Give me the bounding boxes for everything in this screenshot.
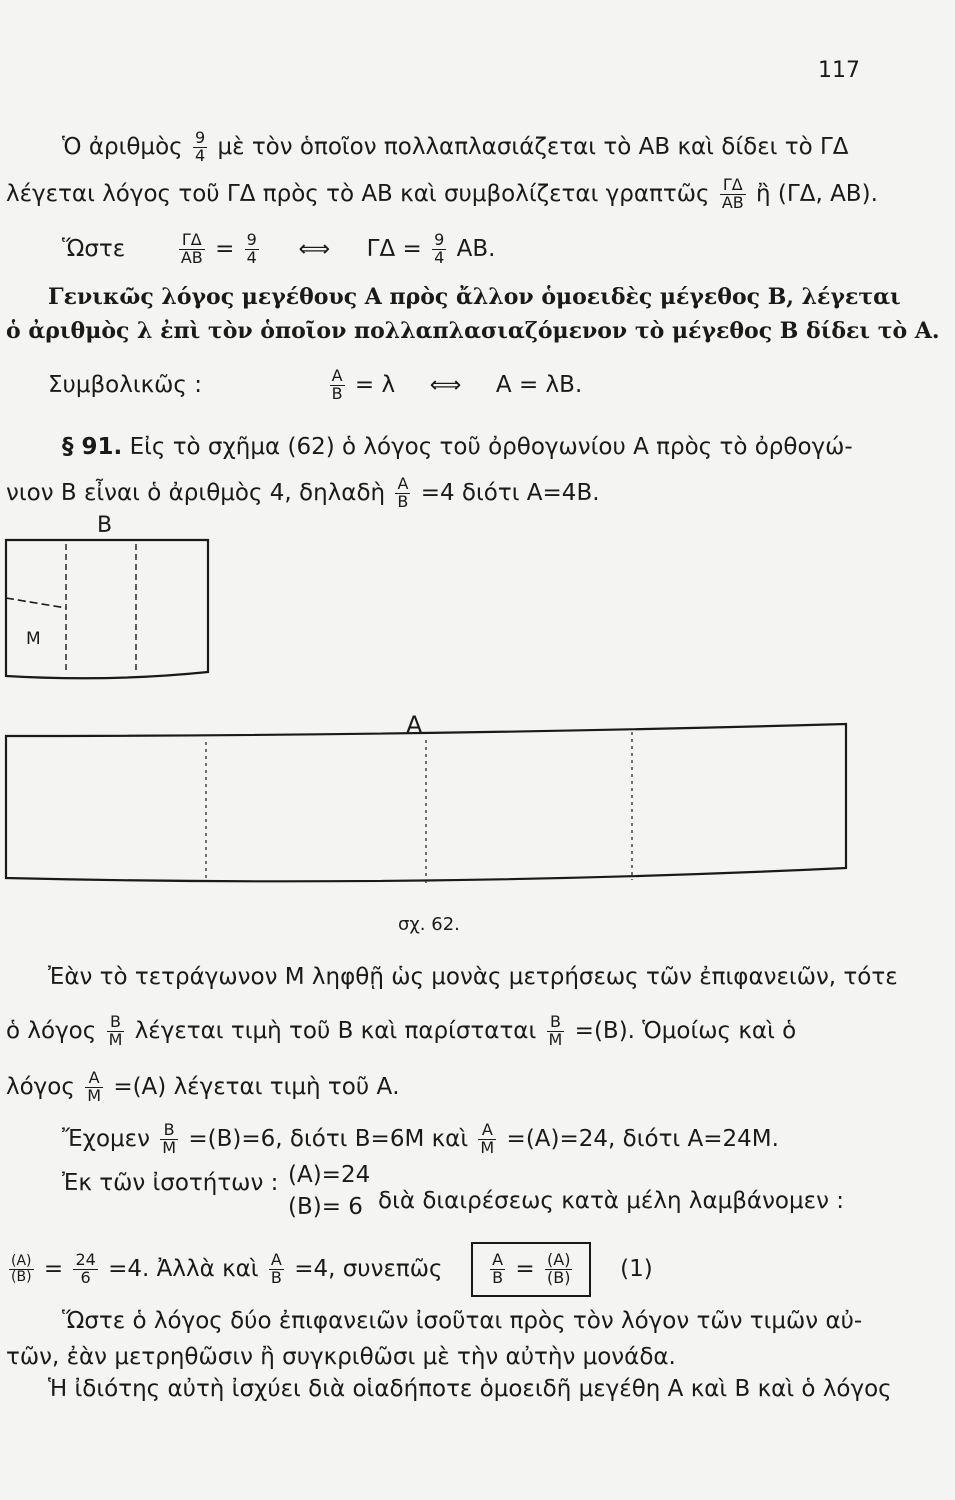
p-after-text-2a: ὁ λόγος xyxy=(6,1017,97,1044)
boxed-formula xyxy=(471,1242,591,1297)
fraction-b-m-3: $\frac{B}{M}$ xyxy=(162,1120,177,1157)
rectangle-a xyxy=(6,724,846,884)
echomen-text-b: =(Β)=6, διότι Β=6Μ καὶ xyxy=(188,1125,469,1152)
fraction-9-4-c: $\frac{9}{4}$ xyxy=(434,230,445,267)
p-after-text-2c: =(Β). Ὁμοίως καὶ ὁ xyxy=(574,1017,797,1044)
label-b: Β xyxy=(97,513,113,538)
result-text-mid: =4. Ἀλλὰ καὶ xyxy=(108,1255,259,1282)
hoste-rhs-a: ΓΔ = xyxy=(366,235,422,262)
fraction-9-4: $\frac{9}{4}$ xyxy=(194,128,206,165)
closing-line-3: Ἡ ἰδιότης αὐτὴ ἰσχύει διὰ οἱαδήποτε ὁμοειδῆ μεγέθη Α καὶ Β καὶ ὁ λόγος xyxy=(48,1376,892,1402)
isotites-text-b: διὰ διαιρέσεως κατὰ μέλη λαμβάνομεν : xyxy=(378,1188,844,1214)
fraction-a-m-2: $\frac{A}{M}$ xyxy=(480,1120,495,1157)
echomen-text-a: Ἔχομεν xyxy=(62,1125,150,1152)
definition-line-2: ὁ ἀριθμὸς λ ἐπὶ τὸν ὁποῖον πολλαπλασιαζόμενον τὸ μέγεθος Β δίδει τὸ Α. xyxy=(6,318,940,344)
symbolic-label: Συμβολικῶς : xyxy=(48,371,202,398)
sec91-text-2a: νιον Β εἶναι ὁ ἀριθμὸς 4, δηλαδὴ xyxy=(6,479,386,506)
hoste-word: Ὥστε xyxy=(62,235,126,262)
p-after-line-3 xyxy=(6,1070,400,1105)
closing-line-2: τῶν, ἐὰν μετρηθῶσιν ἢ συγκριθῶσι μὲ τὴν αὐτὴν μονάδα. xyxy=(6,1344,676,1370)
fraction-a-b-2: $\frac{A}{B}$ xyxy=(397,474,409,511)
fraction-9-4-b: $\frac{9}{4}$ xyxy=(246,230,257,267)
sec91-text-1: Εἰς τὸ σχῆμα (62) ὁ λόγος τοῦ ὀρθογωνίου Α πρὸς τὸ ὀρθογώ- xyxy=(129,434,853,460)
symbolic-mid: = λ xyxy=(354,371,396,398)
isotites-eq-1: (Α)=24 xyxy=(288,1162,371,1188)
p-after-line-2 xyxy=(6,1014,796,1049)
fraction-a-m: $\frac{A}{M}$ xyxy=(87,1068,101,1105)
p-after-text-3b: =(Α) λέγεται τιμὴ τοῦ Α. xyxy=(113,1073,400,1100)
page-number: 117 xyxy=(818,58,860,83)
p1-line2-text-a: λέγεται λόγος τοῦ ΓΔ πρὸς τὸ ΑΒ καὶ συμβολίζεται γραπτῶς xyxy=(6,180,710,207)
p-after-line-1: Ἐὰν τὸ τετράγωνον Μ ληφθῇ ὡς μονὰς μετρήσεως τῶν ἐπιφανειῶν, τότε xyxy=(48,964,898,990)
fraction-gd-ab-2: $\frac{\Gamma\Delta}{AB}$ xyxy=(180,230,203,267)
fraction-a-b-3: $\frac{A}{B}$ xyxy=(270,1250,282,1287)
echomen-text-c: =(Α)=24, διότι Α=24Μ. xyxy=(506,1125,779,1152)
hoste-rhs-b: ΑΒ. xyxy=(456,235,496,262)
sec91-text-2b: =4 διότι Α=4Β. xyxy=(420,479,600,506)
fraction-24-6: $\frac{24}{6}$ xyxy=(75,1250,96,1287)
definition-line-1: Γενικῶς λόγος μεγέθους Α πρὸς ἄλλον ὁμοειδὲς μέγεθος Β, λέγεται xyxy=(48,284,901,310)
iff-arrow-icon: ⟺ xyxy=(429,372,462,398)
fraction-a-over-b-values: $\frac{(A)}{(B)}$ xyxy=(11,1253,32,1285)
result-equals: = xyxy=(43,1255,64,1282)
fraction-values-boxed: $\frac{(A)}{(B)}$ xyxy=(547,1250,571,1287)
result-line xyxy=(6,1242,653,1297)
rectangle-b xyxy=(6,540,208,678)
isotites-label: Ἐκ τῶν ἰσοτήτων : xyxy=(62,1170,279,1196)
fraction-b-m: $\frac{B}{M}$ xyxy=(108,1012,123,1049)
p1-line2-text-b: ἢ (ΓΔ, ΑΒ). xyxy=(756,180,878,207)
result-text-mid2: =4, συνεπῶς xyxy=(294,1255,443,1282)
symbolic-rhs: Α = λΒ. xyxy=(495,371,583,398)
fraction-gd-ab: $\frac{\Gamma\Delta}{AB}$ xyxy=(721,175,744,212)
p1-text-b: μὲ τὸν ὁποῖον πολλαπλασιάζεται τὸ ΑΒ καὶ δίδει τὸ ΓΔ xyxy=(217,133,849,160)
closing-line-1: Ὥστε ὁ λόγος δύο ἐπιφανειῶν ἰσοῦται πρὸς τὸν λόγον τῶν τιμῶν αὐ- xyxy=(62,1308,863,1334)
section-number: § 91. xyxy=(62,434,123,460)
figure-caption: σχ. 62. xyxy=(398,914,460,935)
p-after-text-2b: λέγεται τιμὴ τοῦ Β καὶ παρίσταται xyxy=(134,1017,537,1044)
isotites-eq-2: (Β)= 6 xyxy=(288,1194,363,1220)
equation-number: (1) xyxy=(620,1255,653,1282)
label-a: Α xyxy=(406,711,423,739)
fraction-a-b: $\frac{A}{B}$ xyxy=(331,366,343,403)
iff-arrow-icon: ⟺ xyxy=(298,236,331,262)
p-after-text-3a: λόγος xyxy=(6,1073,75,1100)
fraction-b-m-2: $\frac{B}{M}$ xyxy=(548,1012,563,1049)
equals-sign: = xyxy=(215,235,235,262)
label-m: Μ xyxy=(26,629,41,649)
p1-text-a: Ὁ ἀριθμὸς xyxy=(62,133,183,160)
fraction-a-b-boxed: $\frac{A}{B}$ xyxy=(492,1250,504,1287)
echomen-line xyxy=(62,1122,779,1157)
boxed-equals: = xyxy=(515,1255,535,1282)
